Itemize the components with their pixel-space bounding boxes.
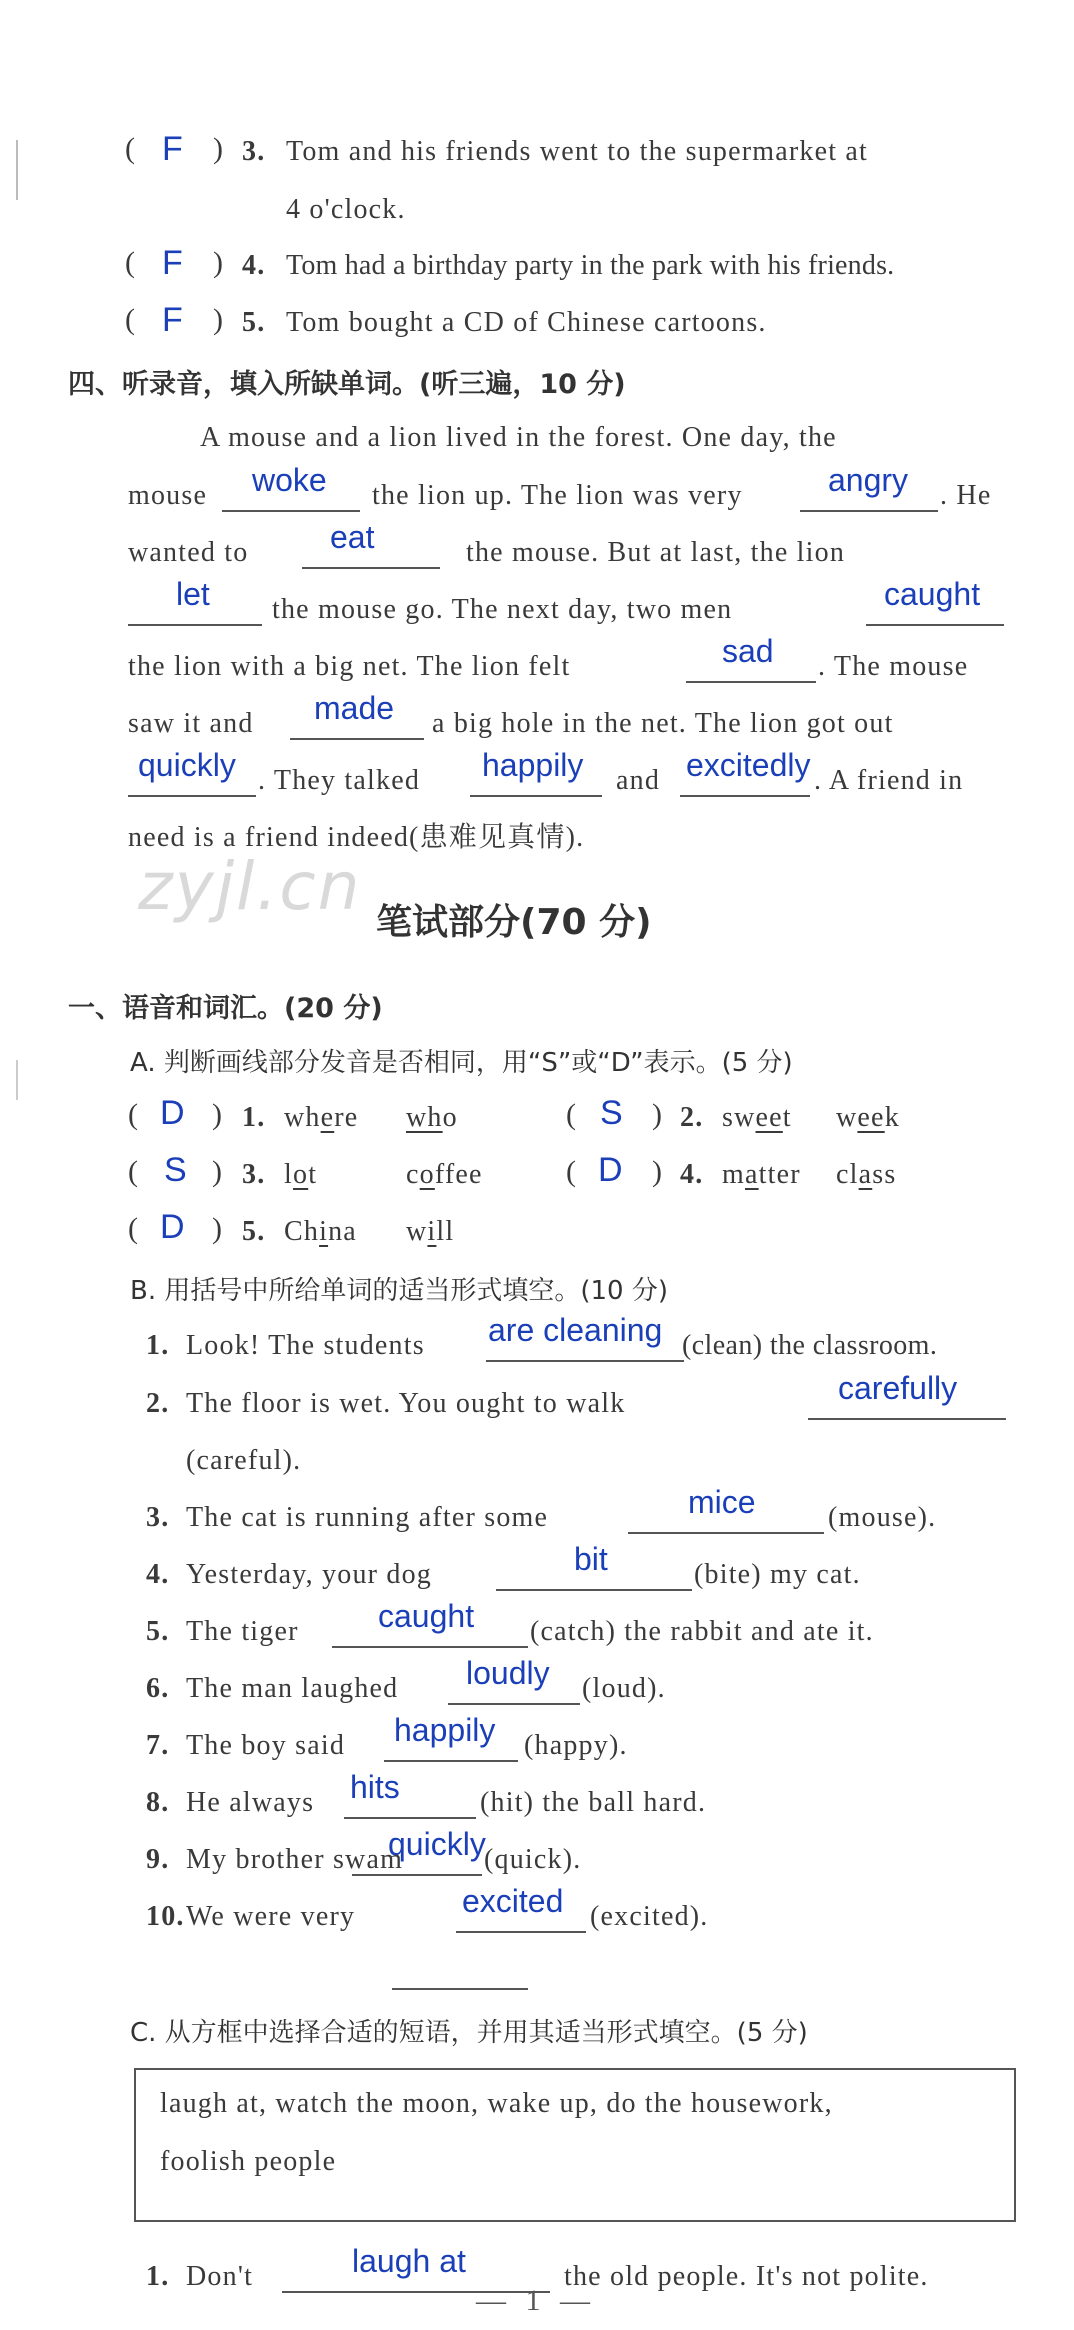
page-number: — 1 — — [476, 2284, 596, 2317]
cloze-answer: caught — [884, 576, 981, 612]
fill-text: (loud). — [582, 1673, 666, 1704]
passage-line: need is a friend indeed(患难见真情). — [128, 822, 585, 853]
passage-text: the lion up. The lion was very — [372, 480, 743, 511]
cloze-blank — [302, 567, 440, 569]
fill-blank — [344, 1817, 476, 1819]
fill-blank — [352, 1874, 482, 1876]
fill-text: The tiger — [186, 1616, 299, 1647]
margin-mark — [16, 1060, 18, 1100]
part-a-instruction: A. 判断画线部分发音是否相同，用“S”或“D”表示。(5 分) — [130, 1048, 793, 1078]
phrase-box-line: laugh at, watch the moon, wake up, do the housework, — [160, 2088, 833, 2119]
fill-text: the old people. It's not polite. — [564, 2261, 929, 2292]
passage-text: a big hole in the net. The lion got out — [432, 708, 894, 739]
cloze-answer: made — [314, 690, 395, 726]
phonics-word: sweet — [722, 1102, 792, 1133]
section-heading: 四、听录音，填入所缺单词。(听三遍，10 分) — [68, 369, 626, 400]
passage-text: . A friend in — [814, 765, 964, 796]
phonics-number: 2. — [680, 1102, 704, 1133]
phonics-number: 4. — [680, 1159, 704, 1190]
fill-blank — [808, 1418, 1006, 1420]
phonics-word: will — [406, 1216, 455, 1247]
fill-text: Don't — [186, 2261, 254, 2292]
cloze-blank — [128, 624, 262, 626]
phonics-answer: S — [164, 1151, 187, 1189]
passage-text: . He — [940, 480, 992, 511]
fill-answer: hits — [350, 1769, 400, 1805]
fill-text: (bite) my cat. — [694, 1559, 861, 1590]
fill-answer: quickly — [388, 1826, 486, 1862]
passage-text: . They talked — [258, 765, 421, 796]
fill-text: (clean) the classroom. — [682, 1330, 938, 1361]
fill-answer: excited — [462, 1883, 564, 1919]
margin-mark — [16, 140, 18, 200]
passage-text: and — [616, 765, 661, 796]
fill-blank — [392, 1988, 528, 1990]
fill-text: Look! The students — [186, 1330, 425, 1361]
fill-blank — [496, 1589, 692, 1591]
fill-text: The floor is wet. You ought to walk — [186, 1388, 626, 1419]
fill-number: 10. — [146, 1901, 185, 1932]
cloze-blank — [470, 795, 602, 797]
tf-text: Tom bought a CD of Chinese cartoons. — [286, 307, 767, 338]
fill-text: (happy). — [524, 1730, 628, 1761]
fill-number: 1. — [146, 2261, 170, 2292]
tf-text: Tom had a birthday party in the park with his friends. — [286, 250, 895, 281]
fill-blank — [628, 1532, 824, 1534]
fill-number: 7. — [146, 1730, 170, 1761]
fill-text: (catch) the rabbit and ate it. — [530, 1616, 874, 1647]
phonics-word: week — [836, 1102, 900, 1133]
passage-line: A mouse and a lion lived in the forest. One day, the — [200, 422, 837, 453]
fill-answer: are cleaning — [488, 1312, 663, 1348]
fill-text: (hit) the ball hard. — [480, 1787, 707, 1818]
cloze-answer: let — [176, 576, 210, 612]
cloze-answer: woke — [252, 462, 327, 498]
fill-text: The cat is running after some — [186, 1502, 549, 1533]
tf-text-cont: 4 o'clock. — [286, 194, 406, 225]
phonics-word: who — [406, 1102, 458, 1133]
phonics-word: lot — [284, 1159, 318, 1190]
cloze-answer: quickly — [138, 747, 236, 783]
fill-answer: caught — [378, 1598, 475, 1634]
fill-text: My brother swam — [186, 1844, 404, 1875]
passage-text: the mouse go. The next day, two men — [272, 594, 733, 625]
fill-number: 9. — [146, 1844, 170, 1875]
section-heading: 一、语音和词汇。(20 分) — [68, 993, 383, 1024]
fill-blank — [332, 1646, 528, 1648]
phrase-box-line: foolish people — [160, 2146, 337, 2177]
passage-text: the lion with a big net. The lion felt — [128, 651, 571, 682]
part-b-instruction: B. 用括号中所给单词的适当形式填空。(10 分) — [130, 1276, 669, 1306]
fill-blank — [486, 1360, 684, 1362]
fill-text: He always — [186, 1787, 315, 1818]
fill-text: The boy said — [186, 1730, 346, 1761]
tf-answer: F — [162, 301, 183, 339]
cloze-blank — [222, 510, 360, 512]
fill-number: 2. — [146, 1388, 170, 1419]
passage-text: . The mouse — [818, 651, 969, 682]
fill-blank — [384, 1760, 518, 1762]
part-c-instruction: C. 从方框中选择合适的短语，并用其适当形式填空。(5 分) — [130, 2018, 808, 2048]
passage-text: wanted to — [128, 537, 249, 568]
tf-number: 4. — [242, 250, 266, 281]
fill-text: (mouse). — [828, 1502, 937, 1533]
cloze-blank — [686, 681, 816, 683]
fill-text: Yesterday, your dog — [186, 1559, 433, 1590]
cloze-answer: excitedly — [686, 747, 811, 783]
phonics-answer: S — [600, 1094, 623, 1132]
phonics-number: 3. — [242, 1159, 266, 1190]
tf-answer: F — [162, 130, 183, 168]
cloze-answer: angry — [828, 462, 909, 498]
fill-answer: happily — [394, 1712, 496, 1748]
cloze-blank — [866, 624, 1004, 626]
phonics-number: 5. — [242, 1216, 266, 1247]
fill-text: (quick). — [484, 1844, 582, 1875]
phonics-answer: D — [598, 1151, 623, 1189]
cloze-blank — [680, 795, 810, 797]
fill-answer: carefully — [838, 1370, 958, 1406]
fill-number: 6. — [146, 1673, 170, 1704]
phonics-number: 1. — [242, 1102, 266, 1133]
cloze-blank — [290, 738, 424, 740]
fill-answer: laugh at — [352, 2243, 466, 2279]
passage-text: mouse — [128, 480, 208, 511]
phonics-word: matter — [722, 1159, 801, 1190]
fill-number: 3. — [146, 1502, 170, 1533]
phonics-answer: D — [160, 1208, 185, 1246]
fill-answer: mice — [688, 1484, 756, 1520]
fill-blank — [456, 1931, 586, 1933]
cloze-answer: eat — [330, 519, 375, 555]
passage-text: saw it and — [128, 708, 254, 739]
fill-answer: loudly — [466, 1655, 550, 1691]
fill-answer: bit — [574, 1541, 608, 1577]
cloze-answer: happily — [482, 747, 584, 783]
fill-text: We were very — [186, 1901, 356, 1932]
phonics-word: class — [836, 1159, 897, 1190]
tf-number: 5. — [242, 307, 266, 338]
phonics-answer: D — [160, 1094, 185, 1132]
tf-number: 3. — [242, 136, 266, 167]
phonics-word: coffee — [406, 1159, 483, 1190]
cloze-blank — [800, 510, 938, 512]
phonics-word: China — [284, 1216, 357, 1247]
cloze-blank — [128, 795, 256, 797]
tf-text: Tom and his friends went to the supermarket at — [286, 136, 868, 167]
passage-text: the mouse. But at last, the lion — [466, 537, 846, 568]
fill-number: 4. — [146, 1559, 170, 1590]
fill-text: The man laughed — [186, 1673, 399, 1704]
fill-text: (excited). — [590, 1901, 709, 1932]
fill-text: (careful). — [186, 1445, 302, 1476]
fill-number: 5. — [146, 1616, 170, 1647]
tf-answer: F — [162, 244, 183, 282]
fill-blank — [448, 1703, 580, 1705]
watermark: zyjl.cn — [138, 848, 362, 925]
written-part-title: 笔试部分(70 分) — [376, 902, 652, 943]
fill-number: 1. — [146, 1330, 170, 1361]
fill-number: 8. — [146, 1787, 170, 1818]
cloze-answer: sad — [722, 633, 774, 669]
phonics-word: where — [284, 1102, 359, 1133]
